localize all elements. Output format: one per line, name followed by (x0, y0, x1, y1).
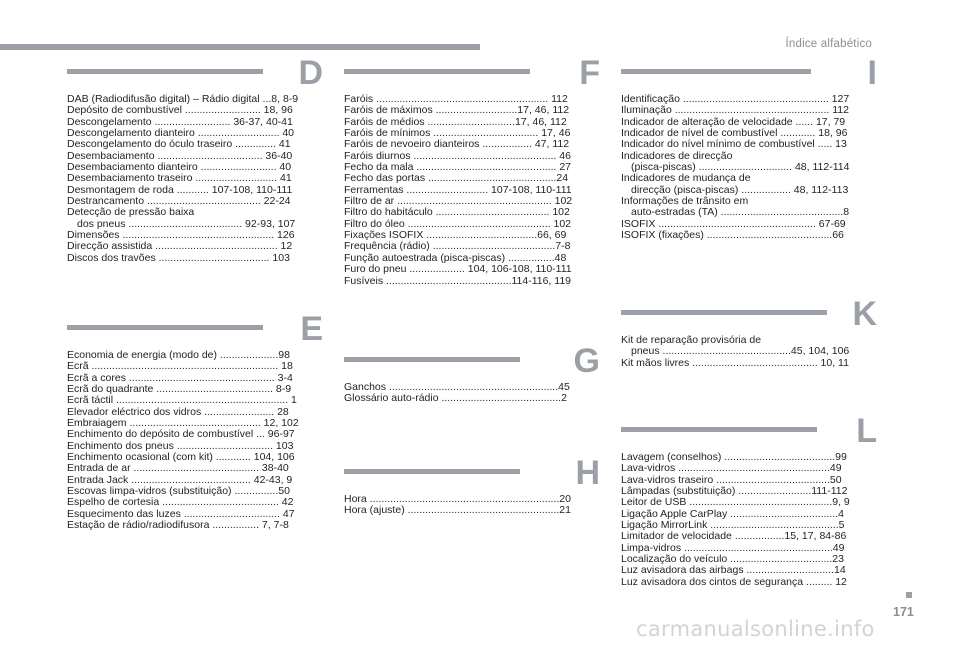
section-letter: H (575, 454, 600, 492)
index-entry (621, 486, 877, 497)
index-entry (67, 241, 323, 252)
index-entry (344, 185, 600, 196)
section-divider (67, 325, 263, 330)
section-header (621, 295, 877, 335)
index-entry-text: Discos dos travões ...................................... 103 (67, 252, 290, 264)
index-entry (67, 139, 323, 150)
index-entry (344, 139, 600, 150)
section-letter: K (852, 295, 877, 333)
index-entry-text: Ferramentas ............................ 107-108, 110-111 (344, 184, 572, 196)
index-entry-text: Localização do veículo ...................................23 (621, 554, 844, 566)
index-entry (621, 452, 877, 463)
index-entry-continuation: pneus ............................................45, 104, 106 (631, 346, 850, 358)
index-entry-text: Enchimento dos pneus ................................. 103 (67, 440, 294, 452)
index-entry-text: Ligação Apple CarPlay .....................................4 (621, 508, 844, 520)
section-letter: D (298, 54, 323, 92)
index-entry (621, 497, 877, 508)
page-bullet (906, 592, 912, 598)
index-entry (621, 94, 877, 105)
index-entry-list (67, 350, 323, 532)
index-entry-text: Destrancamento ....................................... 22-24 (67, 196, 291, 208)
index-entry-text: Descongelamento dianteiro ............................ 40 (67, 128, 295, 140)
index-entry (67, 128, 323, 139)
index-entry (67, 463, 323, 474)
index-entry-text: Filtro do óleo ................................................. 102 (344, 218, 571, 230)
index-entry-text: Luz avisadora das airbags ..............................14 (621, 565, 846, 577)
index-entry (621, 554, 877, 565)
index-entry (67, 373, 323, 384)
section-letter: G (573, 342, 600, 380)
index-entry-text: Hora (ajuste) ....................................................21 (344, 505, 571, 517)
index-entry (344, 105, 600, 116)
index-entry (344, 207, 600, 218)
index-entry-text: Faróis de máximos ............................17, 46, 112 (344, 105, 570, 117)
index-entry-text: Glossário auto-rádio .........................................2 (344, 393, 567, 405)
index-entry (344, 241, 600, 252)
index-entry (621, 531, 877, 542)
index-entry (67, 475, 323, 486)
index-entry (67, 361, 323, 372)
index-entry (621, 358, 877, 369)
index-entry (621, 230, 877, 241)
section-i (621, 54, 877, 242)
index-entry-continuation: dos pneus ....................................... 92-93, 107 (77, 218, 296, 230)
index-entry (344, 505, 600, 516)
index-entry-text: Indicadores de mudança de (621, 173, 751, 185)
section-letter: E (300, 310, 323, 348)
index-entry-text: Lâmpadas (substituição) .........................111-112 (621, 486, 848, 498)
index-entry-text: Fecho da mala ................................................ 27 (344, 162, 571, 174)
section-header (621, 54, 877, 94)
index-entry (67, 452, 323, 463)
index-entry (344, 494, 600, 505)
index-entry-text: Função autoestrada (pisca-piscas) ................48 (344, 252, 567, 264)
index-entry (344, 196, 600, 207)
section-header (621, 412, 877, 452)
index-entry (621, 577, 877, 588)
index-entry-text: Dimensões .................................................... 126 (67, 230, 295, 242)
index-entry-text: Lava-vidros ....................................................49 (621, 463, 842, 475)
index-entry-text: Iluminação ..................................................... 112 (621, 105, 849, 117)
index-entry-text: Filtro de ar ..................................................... 102 (344, 196, 573, 208)
section-k (621, 295, 877, 369)
index-entry-continuation: direcção (pisca-piscas) ................. 48, 112-113 (631, 184, 849, 196)
index-entry (344, 393, 600, 404)
section-header (344, 454, 600, 494)
section-header (67, 54, 323, 94)
section-l (621, 412, 877, 588)
index-entry (67, 230, 323, 241)
index-entry (621, 543, 877, 554)
index-entry-text: Desembaciamento .................................... 36-40 (67, 150, 293, 162)
section-divider (621, 427, 817, 432)
index-entry (621, 151, 877, 174)
index-entry (621, 463, 877, 474)
index-entry (621, 173, 877, 196)
index-entry-text: Elevador eléctrico dos vidros ........................ 28 (67, 406, 289, 418)
section-e (67, 310, 323, 532)
index-entry (344, 151, 600, 162)
index-entry-text: ISOFIX (fixações) ...........................................66 (621, 230, 844, 242)
index-entry (344, 117, 600, 128)
index-entry (344, 382, 600, 393)
index-entry-text: Detecção de pressão baixa (67, 207, 195, 219)
index-entry (67, 407, 323, 418)
index-entry (67, 429, 323, 440)
section-h (344, 454, 600, 517)
index-entry (621, 509, 877, 520)
index-entry-list (344, 494, 600, 517)
index-entry-text: Economia de energia (modo de) ....................98 (67, 350, 290, 361)
index-entry-text: Leitor de USB .................................................9, 9 (621, 497, 850, 509)
index-entry-text: ISOFIX ...................................................... 67-69 (621, 218, 846, 230)
page-number: 171 (893, 605, 914, 619)
section-header (344, 54, 600, 94)
section-divider (344, 469, 520, 474)
index-entry-text: Escovas limpa-vidros (substituição) ...............50 (67, 486, 290, 498)
index-entry (67, 151, 323, 162)
index-entry-text: Indicador de alteração de velocidade ...... 17, 79 (621, 116, 846, 128)
section-letter: I (867, 54, 877, 92)
index-entry (67, 196, 323, 207)
index-entry-text: Indicador do nível mínimo de combustível ..... 13 (621, 139, 847, 151)
index-entry-text: Ecrã a cores .................................................. 3-4 (67, 372, 293, 384)
index-entry (67, 350, 323, 361)
index-entry (67, 162, 323, 173)
index-entry (344, 173, 600, 184)
index-entry (621, 475, 877, 486)
index-entry (67, 497, 323, 508)
index-entry-continuation: auto-estradas (TA) ..........................................8 (631, 207, 850, 219)
index-entry (344, 94, 600, 105)
index-entry (621, 105, 877, 116)
index-entry (344, 253, 600, 264)
index-entry-text: Luz avisadora dos cintos de segurança ......... 12 (621, 576, 847, 588)
index-entry-text: DAB (Radiodifusão digital) – Rádio digital ...8, 8-9 (67, 94, 299, 105)
index-entry-text: Fusíveis ...........................................114-116, 119 (344, 275, 572, 287)
index-entry-text: Depósito de combustível .......................... 18, 96 (67, 105, 293, 117)
index-entry (67, 253, 323, 264)
index-entry (344, 128, 600, 139)
index-entry (67, 441, 323, 452)
index-entry-text: Fecho das portas ............................................24 (344, 173, 569, 185)
header-rule (0, 44, 480, 50)
index-entry-text: Faróis de nevoeiro dianteiros ................. 47, 112 (344, 139, 570, 151)
index-entry (67, 418, 323, 429)
index-entry-text: Faróis de médios ..............................17, 46, 112 (344, 116, 567, 128)
section-letter: L (856, 412, 877, 450)
index-entry-text: Indicadores de direcção (621, 150, 733, 162)
section-f (344, 54, 600, 287)
index-entry (67, 207, 323, 230)
index-entry-text: Descongelamento .......................... 36-37, 40-41 (67, 116, 293, 128)
index-entry (621, 139, 877, 150)
index-entry-text: Furo do pneu ................... 104, 106-108, 110-111 (344, 264, 572, 276)
index-entry-text: Frequência (rádio) ..........................................7-8 (344, 241, 571, 253)
index-entry-text: Direcção assistida .......................................... 12 (67, 241, 293, 253)
index-entry (621, 128, 877, 139)
index-entry-list (621, 335, 877, 369)
index-entry (344, 264, 600, 275)
index-entry-text: Faróis diurnos ................................................. 46 (344, 150, 571, 162)
index-entry-text: Indicador de nível de combustível ............ 18, 96 (621, 128, 848, 140)
index-entry (67, 94, 323, 105)
index-entry (621, 565, 877, 576)
index-entry-list (621, 94, 877, 241)
index-entry-text: Ecrã táctil ........................................................... 1 (67, 395, 297, 407)
index-entry-text: Entrada Jack ......................................... 42-43, 9 (67, 474, 293, 486)
footer-watermark: carmanualsonline.info (636, 617, 875, 641)
index-entry (344, 276, 600, 287)
index-entry-text: Ecrã ................................................................ 18 (67, 361, 293, 373)
index-entry (344, 162, 600, 173)
index-entry-text: Ganchos ..........................................................45 (344, 382, 570, 393)
index-entry-text: Enchimento ocasional (com kit) ............ 104, 106 (67, 452, 295, 464)
index-entry-list (344, 94, 600, 287)
index-entry-text: Entrada de ar ........................................... 38-40 (67, 463, 289, 475)
index-entry-text: Identificação .................................................. 127 (621, 94, 850, 105)
section-letter: F (579, 54, 600, 92)
index-entry-list (621, 452, 877, 588)
page-header-title: Índice alfabético (785, 38, 872, 50)
index-entry (621, 117, 877, 128)
index-entry-list (344, 382, 600, 405)
index-entry (67, 105, 323, 116)
index-entry-text: Faróis de mínimos .................................... 17, 46 (344, 128, 571, 140)
index-entry (344, 219, 600, 230)
index-entry-text: Enchimento do depósito de combustível ... 96-97 (67, 429, 295, 441)
index-entry-text: Fixações ISOFIX ......................................66, 69 (344, 230, 567, 242)
index-entry-text: Estação de rádio/radiodifusora ................ 7, 7-8 (67, 520, 289, 532)
index-entry-text: Desembaciamento dianteiro .......................... 40 (67, 162, 292, 174)
index-entry-text: Desembaciamento traseiro ............................ 41 (67, 173, 292, 185)
section-divider (344, 69, 530, 74)
index-entry-text: Esquecimento das luzes ................................. 47 (67, 508, 295, 520)
index-entry-text: Kit mãos livres ........................................... 10, 11 (621, 357, 849, 369)
section-d (67, 54, 323, 264)
index-entry-list (67, 94, 323, 264)
index-entry-text: Kit de reparação provisória de (621, 335, 762, 346)
index-entry-text: Ligação MirrorLink ............................................5 (621, 520, 845, 532)
index-entry-text: Descongelamento do óculo traseiro .............. 41 (67, 139, 291, 151)
section-header (67, 310, 323, 350)
section-divider (344, 357, 520, 362)
index-entry-continuation: (pisca-piscas) ................................ 48, 112-114 (631, 162, 850, 174)
index-entry-text: Lava-vidros traseiro .......................................50 (621, 474, 842, 486)
index-entry (67, 185, 323, 196)
section-divider (67, 69, 263, 74)
index-entry (344, 230, 600, 241)
section-divider (621, 310, 827, 315)
index-entry (67, 509, 323, 520)
index-entry-text: Ecrã do quadrante ........................................ 8-9 (67, 384, 292, 396)
section-g (344, 342, 600, 405)
index-entry-text: Embraiagem ............................................. 12, 102 (67, 418, 299, 430)
section-header (344, 342, 600, 382)
index-entry (621, 196, 877, 219)
index-entry (67, 117, 323, 128)
index-entry-text: Limpa-vidros ...................................................49 (621, 542, 845, 554)
index-entry-text: Faróis ........................................................... 112 (344, 94, 568, 105)
index-entry-text: Lavagem (conselhos) ......................................99 (621, 452, 847, 463)
index-entry (621, 520, 877, 531)
index-entry-text: Informações de trânsito em (621, 196, 749, 208)
index-entry (621, 219, 877, 230)
index-entry (67, 384, 323, 395)
index-entry (67, 395, 323, 406)
section-divider (621, 69, 811, 74)
index-entry-text: Espelho de cortesia ........................................ 42 (67, 497, 294, 509)
index-entry-text: Filtro do habitáculo ....................................... 102 (344, 207, 570, 219)
index-entry (67, 486, 323, 497)
index-entry (67, 520, 323, 531)
index-entry (67, 173, 323, 184)
index-entry-text: Desmontagem de roda ........... 107-108, 110-111 (67, 184, 293, 196)
index-entry-text: Limitador de velocidade .................15, 17, 84-86 (621, 531, 847, 543)
index-entry (621, 335, 877, 358)
index-entry-text: Hora .................................................................20 (344, 494, 571, 505)
